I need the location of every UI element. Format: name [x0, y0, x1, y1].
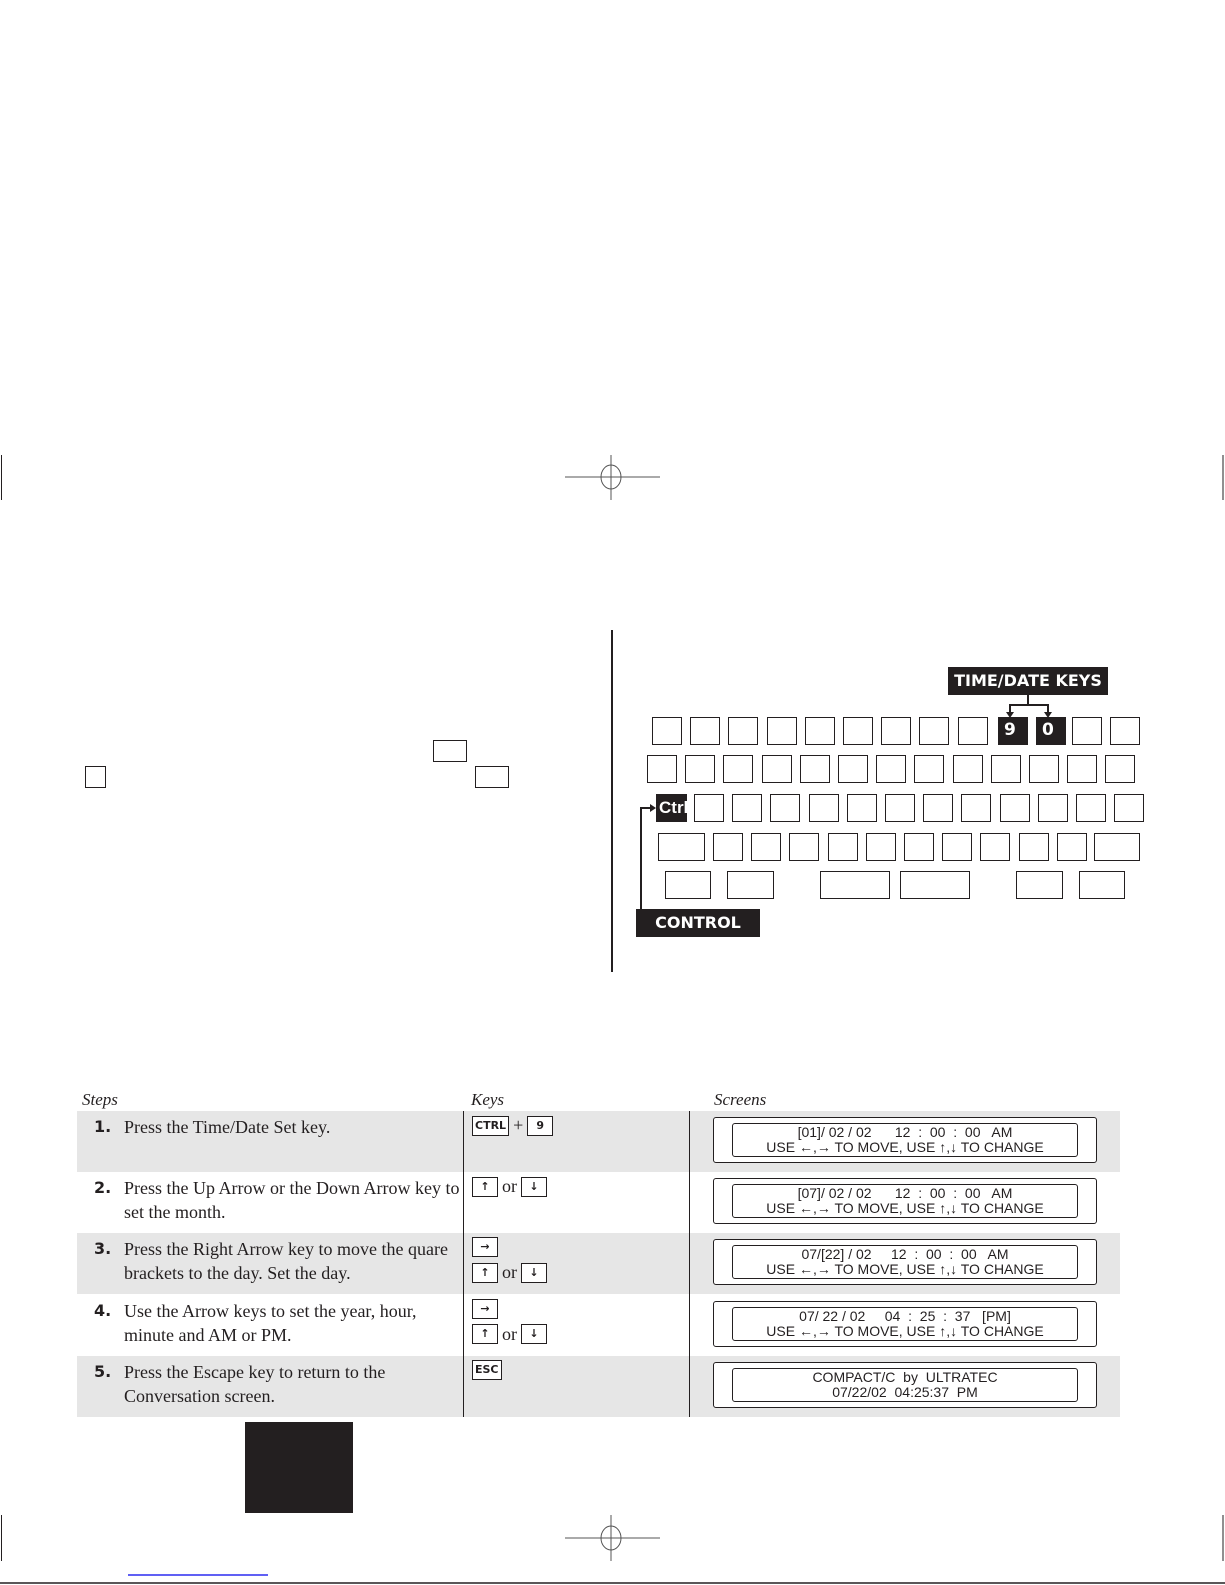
step-text: Press the Right Arrow key to move the quare brackets to the day. Set the day. — [124, 1239, 448, 1284]
keyboard-key — [1079, 871, 1125, 899]
display-screen — [713, 1117, 1097, 1163]
screen-line-1: 07/ 22 / 02 04 : 25 : 37 [PM] — [799, 1307, 1011, 1324]
keyboard-key — [881, 717, 911, 745]
keyboard-key — [1016, 871, 1063, 899]
keyboard-key — [961, 794, 991, 822]
key-cap: ↓ — [521, 1177, 547, 1197]
key-cap: → — [472, 1299, 498, 1319]
keyboard-key — [847, 794, 877, 822]
header-keys: Keys — [471, 1090, 505, 1109]
keyboard-key — [1110, 717, 1140, 745]
keyboard-key — [805, 717, 835, 745]
display-screen — [713, 1178, 1097, 1224]
keyboard-key — [942, 833, 972, 861]
display-screen-inner — [732, 1123, 1078, 1157]
header-screens: Screens — [714, 1090, 767, 1109]
keyboard-key — [658, 833, 705, 861]
keys-line — [472, 1299, 498, 1319]
keyboard-key — [900, 871, 970, 899]
keyboard-key — [885, 794, 915, 822]
display-screen-inner — [732, 1245, 1078, 1279]
display-screen-inner — [732, 1307, 1078, 1341]
keyboard-key — [713, 833, 743, 861]
display-screen — [713, 1362, 1097, 1408]
step-number: 4. — [94, 1300, 112, 1320]
keyboard-key — [694, 794, 724, 822]
key-cap: ↓ — [521, 1324, 547, 1344]
keys-line — [472, 1262, 547, 1283]
keyboard-key — [728, 717, 758, 745]
screen-line-2: USE ←,→ TO MOVE, USE ↑,↓ TO CHANGE — [766, 1261, 1044, 1278]
keyboard-key — [800, 755, 830, 783]
keyboard-key — [751, 833, 781, 861]
table-row — [77, 1233, 1120, 1294]
keyboard-key — [991, 755, 1021, 783]
key-separator: or — [502, 1262, 517, 1283]
keyboard-key — [1038, 794, 1068, 822]
keyboard-key — [1076, 794, 1106, 822]
keyboard-key — [904, 833, 934, 861]
keyboard-key — [953, 755, 983, 783]
screen-line-2: USE ←,→ TO MOVE, USE ↑,↓ TO CHANGE — [766, 1200, 1044, 1217]
screen-line-1: 07/[22] / 02 12 : 00 : 00 AM — [801, 1246, 1009, 1263]
key-ctrl: Ctrl — [656, 794, 687, 822]
keys-line — [472, 1324, 547, 1345]
keyboard-key — [690, 717, 720, 745]
column-rule — [689, 1111, 690, 1417]
key-cap: CTRL — [472, 1116, 509, 1136]
keyboard-key — [732, 794, 762, 822]
keys-line — [472, 1237, 498, 1257]
keyboard-key — [767, 717, 797, 745]
time-date-keys-label: TIME/DATE KEYS — [948, 667, 1108, 695]
table-row — [77, 1111, 1120, 1172]
page-tab-block — [245, 1422, 353, 1513]
screen-line-2: USE ←,→ TO MOVE, USE ↑,↓ TO CHANGE — [766, 1139, 1044, 1155]
column-rule — [463, 1111, 464, 1417]
keyboard-key — [1114, 794, 1144, 822]
key-cap: ↓ — [521, 1263, 547, 1283]
keyboard-key — [1072, 717, 1102, 745]
table-row — [77, 1295, 1120, 1356]
keyboard-key — [789, 833, 819, 861]
screen-line-1: COMPACT/C by ULTRATEC — [812, 1368, 998, 1385]
keyboard-key — [723, 755, 753, 783]
keyboard-key — [647, 755, 677, 783]
keyboard-key — [727, 871, 774, 899]
key-separator: or — [502, 1323, 517, 1344]
keyboard-key — [923, 794, 953, 822]
keyboard-key — [1000, 794, 1030, 822]
keyboard-key — [876, 755, 906, 783]
keyboard-key — [914, 755, 944, 783]
step-text: Press the Escape key to return to the Conversation screen. — [124, 1361, 386, 1406]
key-separator: or — [502, 1176, 517, 1197]
key-cap: ESC — [472, 1360, 502, 1380]
screen-line-2: 07/22/02 04:25:37 PM — [832, 1383, 978, 1400]
key-cap: 9 — [527, 1116, 553, 1136]
key-0: 0 — [1036, 717, 1066, 745]
keyboard-key — [809, 794, 839, 822]
screen-line-1: [01]/ 02 / 02 12 : 00 : 00 AM — [797, 1124, 1013, 1140]
control-key-label: CONTROL KEY — [636, 909, 760, 937]
step-number: 2. — [94, 1178, 112, 1198]
step-text: Use the Arrow keys to set the year, hour, minute and AM or PM. — [124, 1300, 417, 1345]
keys-line — [472, 1176, 547, 1197]
keyboard-key — [843, 717, 873, 745]
keyboard-key — [1019, 833, 1049, 861]
display-screen-inner — [732, 1368, 1078, 1402]
keyboard-key — [685, 755, 715, 783]
keyboard-key — [1057, 833, 1087, 861]
step-number: 3. — [94, 1239, 112, 1259]
table-row — [77, 1172, 1120, 1233]
key-cap: → — [472, 1237, 498, 1257]
keyboard-key — [665, 871, 711, 899]
header-steps: Steps — [82, 1090, 118, 1109]
key-separator: + — [513, 1115, 524, 1135]
key-cap: ↑ — [472, 1324, 498, 1344]
keyboard-key — [1067, 755, 1097, 783]
key-cap: ↑ — [472, 1263, 498, 1283]
keys-line — [472, 1115, 553, 1136]
keyboard-key — [1029, 755, 1059, 783]
display-screen — [713, 1301, 1097, 1347]
keyboard-key — [958, 717, 988, 745]
step-text: Press the Time/Date Set key. — [124, 1117, 331, 1137]
keyboard-key — [762, 755, 792, 783]
step-number: 1. — [94, 1117, 112, 1136]
keyboard-key — [652, 717, 682, 745]
screen-line-2: USE ←,→ TO MOVE, USE ↑,↓ TO CHANGE — [766, 1322, 1044, 1339]
keyboard-key — [828, 833, 858, 861]
step-text: Press the Up Arrow or the Down Arrow key to set the month. — [124, 1178, 460, 1223]
key-9: 9 — [998, 717, 1028, 745]
key-cap: ↑ — [472, 1177, 498, 1197]
keyboard-key — [838, 755, 868, 783]
step-number: 5. — [94, 1361, 112, 1381]
table-row — [77, 1356, 1120, 1417]
keyboard-key — [980, 833, 1010, 861]
keyboard-key — [770, 794, 800, 822]
keyboard-key — [919, 717, 949, 745]
keys-line — [472, 1360, 502, 1380]
display-screen-inner — [732, 1184, 1078, 1218]
display-screen — [713, 1239, 1097, 1285]
keyboard-key — [1105, 755, 1135, 783]
keyboard-key — [1094, 833, 1140, 861]
keyboard-key — [820, 871, 890, 899]
keyboard-key — [866, 833, 896, 861]
screen-line-1: [07]/ 02 / 02 12 : 00 : 00 AM — [797, 1185, 1013, 1202]
